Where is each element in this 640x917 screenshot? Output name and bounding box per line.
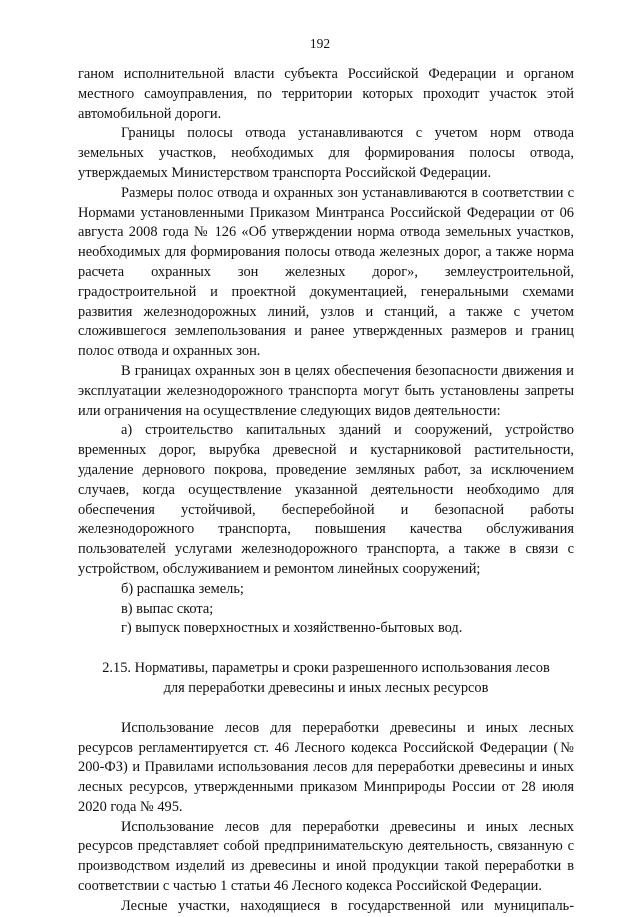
paragraph: Границы полосы отвода устанавливаются с учетом норм отвода земельных участков, необходимых для формирования полосы отвода, утверждаемых Министерством транспорта Российской Федерации. (78, 125, 574, 181)
paragraph: Использование лесов для переработки древесины и иных лесных ресурсов регламентируется ст. 46 Лесного кодекса Российской Федерации (№ 200-ФЗ) и Правилами использования лесов для переработки древесины и иных лесных ресурсов, утвержденными приказом Минприроды России от 28 июля 2020 года № 495. (78, 719, 574, 815)
paragraph: Лесные участки, находящиеся в государственной или муниципаль- (121, 897, 574, 914)
paragraph: В границах охранных зон в целях обеспечения безопасности движения и эксплуатации железнодорожного транспорта могут быть установлены запреты или ограничения на осуществление следующих видов деятельности: (78, 362, 574, 419)
list-item: а) строительство капитальных зданий и сооружений, устройство временных дорог, вырубка древесной и кустарниковой растительности, удаление дернового покрова, проведение земляных работ, за исключением случаев, когда осуществление указанной деятельности необходимо для обеспечения устойчивой, бесперебойной и безопасной работы железнодорожного транспорта, повышения качества обслуживания пользователей услугами железнодорожного транспорта, а также в связи с устройством, обслуживанием и ремонтом линейных сооружений; (78, 422, 574, 577)
section-heading-line: 2.15. Нормативы, параметры и сроки разрешенного использования лесов (102, 660, 550, 677)
section-heading (72, 659, 580, 699)
paragraph: Использование лесов для переработки древесины и иных лесных ресурсов представляет собой предпринимательскую деятельность, связанную с производством изделий из древесины и иной продукции такой переработки в соответствии с частью 1 статьи 46 Лесного кодекса Российской Федерации. (78, 818, 574, 895)
page-number: 192 (309, 36, 331, 51)
list-item: в) выпас скота; (121, 600, 214, 617)
list-item: б) распашка земель; (121, 580, 244, 597)
list-item: г) выпуск поверхностных и хозяйственно-бытовых вод. (121, 620, 463, 637)
document-body (78, 65, 574, 917)
paragraph: Размеры полос отвода и охранных зон устанавливаются в соответствии с Нормами установленными Приказом Минтранса Российской Федерации от 06 августа 2008 года № 126 «Об утверждении норма отвода земельных участков, необходимых для формирования полосы отвода железных дорог, а также норма расчета охранных зон железных дорог», землеустроительной, градостроительной и проектной документацией, генеральными схемами развития железнодорожных линий, узлов и станций, а также с учетом сложившегося землепользования и ранее утвержденных размеров и границ полос отвода и охранных зон. (78, 184, 574, 360)
section-heading-line: для переработки древесины и иных лесных ресурсов (163, 679, 489, 696)
paragraph: ганом исполнительной власти субъекта Российской Федерации и органом местного самоуправления, по территории которых проходит участок этой автомобильной дороги. (78, 66, 574, 122)
